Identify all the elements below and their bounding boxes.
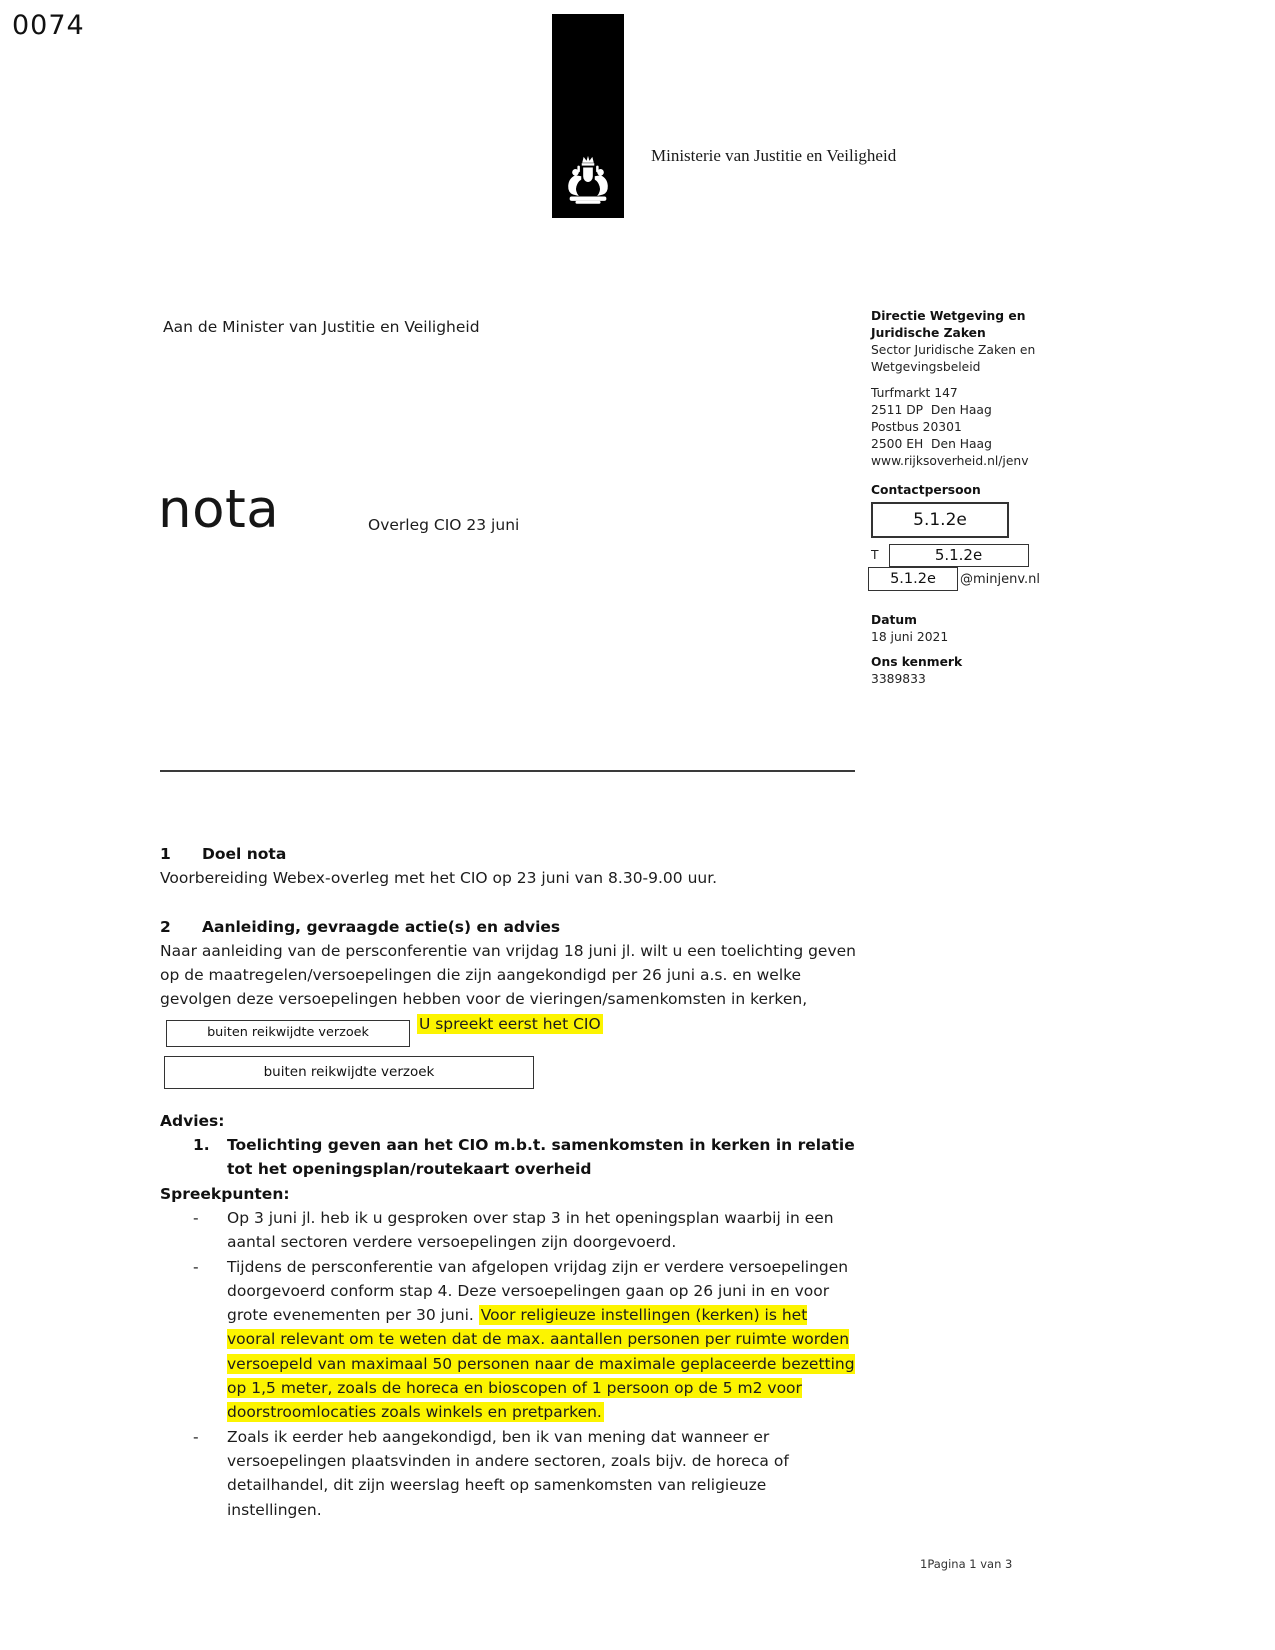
section-title: Doel nota	[202, 845, 287, 863]
redaction-box-email: 5.1.2e	[868, 567, 958, 591]
section-2-paragraph	[160, 939, 860, 1089]
bullet-dash: -	[193, 1208, 199, 1227]
reference-label: Ons kenmerk	[871, 655, 963, 669]
section-title: Aanleiding, gevraagde actie(s) en advies	[202, 917, 561, 936]
date-value: 18 juni 2021	[871, 630, 949, 644]
bullet-text	[227, 1255, 860, 1425]
addressee-line: Aan de Minister van Justitie en Veiligheid	[163, 318, 480, 336]
list-number: 1.	[193, 1136, 210, 1155]
website-url: www.rijksoverheid.nl/jenv	[871, 454, 1029, 468]
email-row	[868, 567, 1043, 591]
paragraph-text: Naar aanleiding van de persconferentie van vrijdag 18 juni jl. wilt u een toelichting geven op de maatregelen/versoepelingen die zijn aangekondigd per 26 juni a.s. en welke gevolgen deze versoepelingen hebben voor de vieringen/samenkomsten in kerken,	[160, 941, 856, 1009]
document-number: 0074	[12, 10, 85, 41]
redaction-box-phone: 5.1.2e	[889, 544, 1029, 567]
address-line: Turfmarkt 147	[871, 386, 958, 400]
highlighted-text: Voor religieuze instellingen (kerken) is het vooral relevant om te weten dat de max. aantallen personen per ruimte worden versoepeld van maximaal 50 personen naar de maximale geplaceerde bezetting op 1,5 meter, zoals de horeca en bioscopen of 1 persoon op de 5 m2 voor doorstroomlocaties zoals winkels en pretparken.	[227, 1306, 855, 1422]
email-suffix: @minjenv.nl	[960, 571, 1041, 587]
section-number: 2	[160, 917, 171, 936]
advice-item-text: Toelichting geven aan het CIO m.b.t. samenkomsten in kerken in relatie tot het openingsplan/routekaart overheid	[227, 1136, 855, 1179]
address-block	[871, 385, 1043, 470]
list-item	[193, 1255, 860, 1425]
highlighted-text: U spreekt eerst het CIO	[418, 1014, 601, 1033]
list-item	[193, 1425, 860, 1522]
dutch-coat-of-arms-icon	[559, 154, 617, 210]
bullet-dash: -	[193, 1427, 199, 1446]
redaction-box-name: 5.1.2e	[871, 502, 1009, 538]
address-line: 2500 EH Den Haag	[871, 437, 992, 451]
bullet-dash: -	[193, 1257, 199, 1276]
phone-row	[871, 544, 1043, 567]
address-line: 2511 DP Den Haag	[871, 403, 992, 417]
section-1-body: Voorbereiding Webex-overleg met het CIO op 23 juni van 8.30-9.00 uur.	[160, 869, 718, 888]
directorate-name: Directie Wetgeving en Juridische Zaken	[871, 309, 1030, 340]
section-1-heading	[160, 842, 860, 866]
bullet-text: Zoals ik eerder heb aangekondigd, ben ik van mening dat wanneer er versoepelingen plaatsvinden in andere sectoren, zoals bijv. de horeca of detailhandel, dit zijn weerslag heeft op samenkomsten van religieuze instellingen.	[227, 1427, 789, 1519]
document-body	[160, 770, 860, 1522]
section-number: 1	[160, 845, 171, 863]
rijksoverheid-logo-bar	[552, 14, 624, 218]
redaction-box-scope: buiten reikwijdte verzoek	[164, 1056, 534, 1089]
phone-prefix: T	[871, 548, 879, 562]
document-type-title: nota	[158, 479, 280, 540]
list-item	[193, 1206, 860, 1255]
sector-name: Sector Juridische Zaken en Wetgevingsbeleid	[871, 343, 1040, 374]
reference-value: 3389833	[871, 672, 926, 686]
bullet-plain-text: Tijdens de persconferentie van afgelopen vrijdag zijn er verdere versoepelingen doorgevoerd conform stap 4. Deze versoepelingen gaan op 26 juni in en voor grote evenementen per 30 juni.	[227, 1257, 849, 1325]
advice-label: Advies:	[160, 1111, 225, 1130]
ministry-name: Ministerie van Justitie en Veiligheid	[651, 146, 897, 165]
contact-label: Contactpersoon	[871, 483, 981, 497]
redaction-box-scope: buiten reikwijdte verzoek	[166, 1020, 410, 1047]
section-2-heading	[160, 915, 860, 939]
talking-points-label: Spreekpunten:	[160, 1184, 290, 1203]
address-line: Postbus 20301	[871, 420, 962, 434]
meta-sidebar	[871, 308, 1043, 688]
bullet-text: Op 3 juni jl. heb ik u gesproken over stap 3 in het openingsplan waarbij in een aantal sectoren verdere versoepelingen zijn doorgevoerd.	[227, 1208, 834, 1252]
advice-item	[193, 1133, 860, 1182]
document-subject: Overleg CIO 23 juni	[368, 516, 520, 534]
page-number: 1Pagina 1 van 3	[920, 1557, 1013, 1571]
date-label: Datum	[871, 613, 917, 627]
divider-line	[160, 770, 855, 772]
